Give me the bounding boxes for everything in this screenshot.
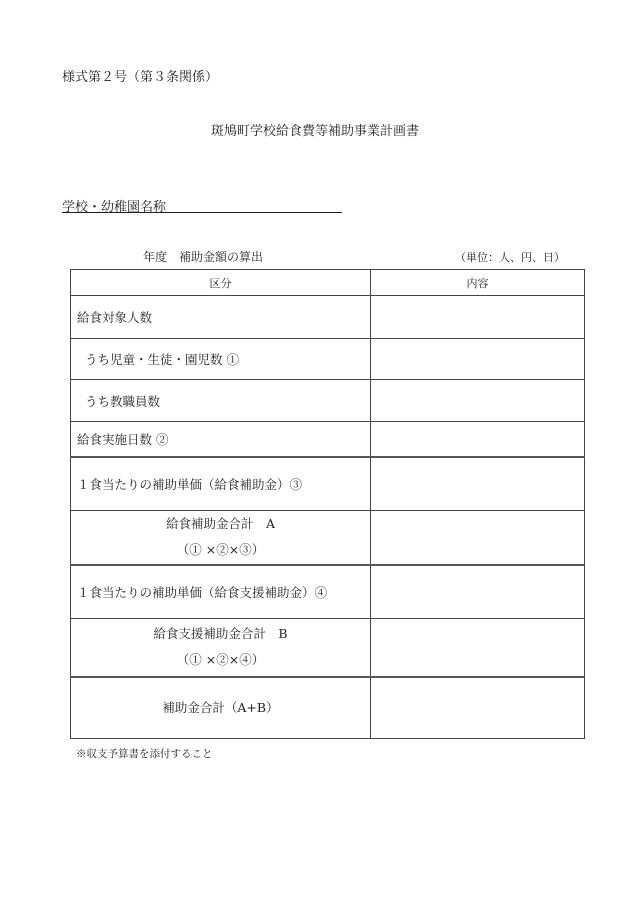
row-value-meal-count[interactable]: [371, 296, 585, 339]
row-label-unit-subsidy: １食当たりの補助単価（給食補助金）③: [71, 457, 371, 511]
total-a-title: 給食補助金合計 A: [165, 516, 276, 532]
row-value-grand-total[interactable]: [371, 677, 585, 739]
row-value-unit-subsidy[interactable]: [371, 457, 585, 511]
table-row: [71, 457, 585, 511]
row-label-days: 給食実施日数 ②: [71, 422, 371, 457]
table-row: [71, 677, 585, 739]
table-row: [71, 339, 585, 380]
footnote: ※収支予算書を添付すること: [76, 748, 213, 760]
row-label-total-b: [71, 619, 371, 677]
subsidy-calculation-table: [70, 269, 585, 739]
unit-note: （単位：人、円、日）: [455, 251, 565, 264]
row-label-meal-count: 給食対象人数: [71, 296, 371, 339]
total-a-formula: （① ×②×③）: [176, 542, 265, 558]
row-value-days[interactable]: [371, 422, 585, 457]
school-name-label: 学校・幼稚園名称: [62, 200, 167, 215]
row-label-unit-support: １食当たりの補助単価（給食支援補助金）④: [71, 565, 371, 619]
row-value-students[interactable]: [371, 339, 585, 380]
table-caption: 年度 補助金額の算出: [143, 250, 264, 264]
row-value-total-a[interactable]: [371, 511, 585, 565]
row-label-grand-total: 補助金合計（A+B）: [71, 677, 371, 739]
table-row: [71, 422, 585, 457]
table-row: [71, 380, 585, 422]
row-value-unit-support[interactable]: [371, 565, 585, 619]
total-b-title: 給食支援補助金合計 B: [153, 626, 288, 642]
form-number: 様式第２号（第３条関係）: [62, 70, 219, 85]
row-value-total-b[interactable]: [371, 619, 585, 677]
header-category: 区分: [71, 270, 371, 296]
row-label-students: うち児童・生徒・園児数 ①: [71, 339, 371, 380]
header-content: 内容: [371, 270, 585, 296]
row-value-staff[interactable]: [371, 380, 585, 422]
row-label-total-a: [71, 511, 371, 565]
table-row: [71, 565, 585, 619]
total-b-formula: （① ×②×④）: [176, 652, 265, 668]
school-name-field[interactable]: [62, 212, 342, 213]
row-label-staff: うち教職員数: [71, 380, 371, 422]
table-row: [71, 296, 585, 339]
table-row: [71, 511, 585, 565]
table-header-row: [71, 270, 585, 296]
table-row: [71, 619, 585, 677]
document-title: 斑鳩町学校給食費等補助事業計画書: [210, 124, 419, 139]
